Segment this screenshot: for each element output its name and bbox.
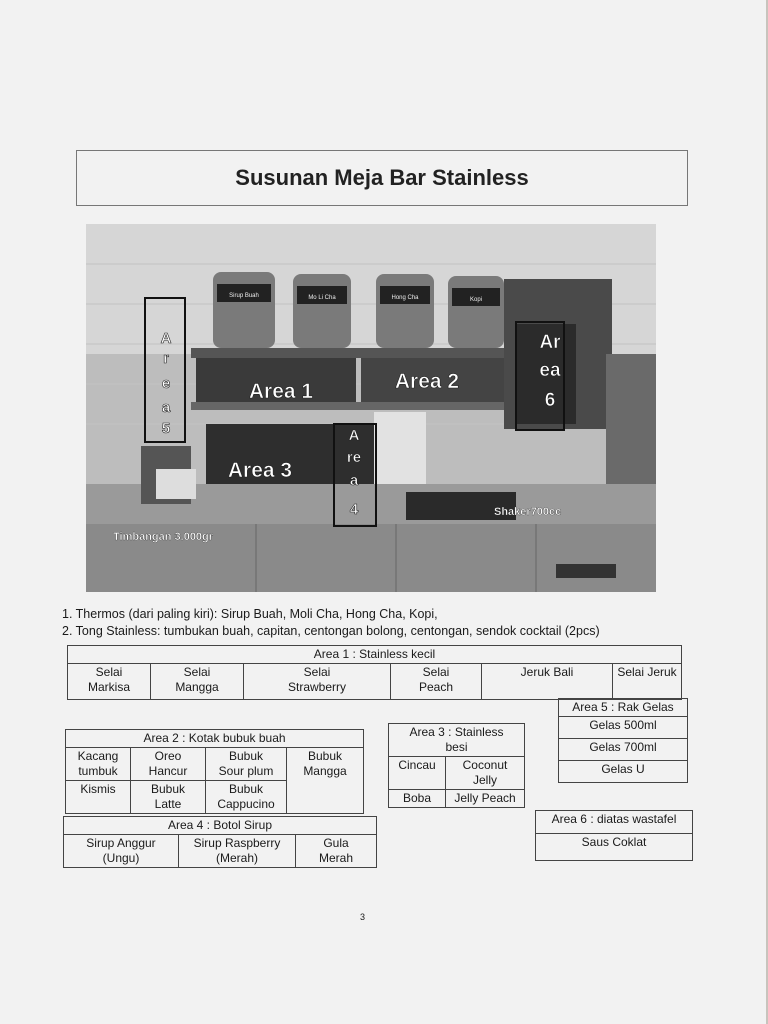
area1-header: Area 1 : Stainless kecil (68, 646, 682, 664)
area3-cell: Coconut Jelly (446, 757, 525, 790)
bar-photo (86, 224, 656, 592)
photo-label-area5-line2: r (163, 350, 169, 367)
photo-label-area6-line1: Ar (539, 332, 561, 353)
area2-cell: Bubuk Latte (131, 781, 206, 814)
thermos-label-4: Kopi (469, 297, 483, 303)
photo-label-area4-line1: A (348, 427, 360, 444)
photo-label-area5-line4: a (161, 399, 171, 416)
thermos-label-3: Hong Cha (391, 295, 419, 301)
area2-cell: Kismis (66, 781, 131, 814)
area6-row: Saus Coklat (536, 834, 693, 861)
area2-cell: Oreo Hancur (131, 748, 206, 781)
area4-header: Area 4 : Botol Sirup (64, 817, 377, 835)
notes-list (62, 606, 600, 640)
area5-row: Gelas 500ml (559, 717, 688, 739)
photo-label-area6-line2: ea (539, 360, 561, 381)
photo-label-shaker: Shaker700cc (494, 506, 562, 518)
area1-cell: Selai Markisa (68, 664, 151, 700)
area2-table (65, 729, 364, 814)
area6-table (535, 810, 693, 861)
photo-label-area2: Area 2 (394, 370, 460, 393)
page-title: Susunan Meja Bar Stainless (76, 150, 688, 206)
note-thermos: 1. Thermos (dari paling kiri): Sirup Buah, Moli Cha, Hong Cha, Kopi, (62, 607, 438, 621)
photo-label-area6-line3: 6 (544, 390, 556, 411)
area4-cell: Gula Merah (296, 835, 377, 868)
note-tong: 2. Tong Stainless: tumbukan buah, capitan, centongan bolong, centongan, sendok cocktail (2pcs) (62, 624, 600, 638)
area3-header: Area 3 : Stainless besi (389, 724, 525, 757)
area4-cell: Sirup Anggur (Ungu) (64, 835, 179, 868)
photo-label-scale: Timbangan 3.000gr (113, 531, 214, 543)
area3-cell: Boba (389, 790, 446, 808)
area3-cell: Cincau (389, 757, 446, 790)
area5-row: Gelas 700ml (559, 739, 688, 761)
area1-cell: Selai Mangga (151, 664, 244, 700)
photo-label-area5-line5: 5 (161, 420, 171, 437)
area1-table (67, 645, 682, 700)
area1-cell: Selai Jeruk (613, 664, 682, 700)
area4-table (63, 816, 377, 868)
area5-row: Gelas U (559, 761, 688, 783)
page-number: 3 (360, 912, 366, 922)
area2-cell: Bubuk Sour plum (206, 748, 287, 781)
thermos-label-2: Mo Li Cha (308, 295, 336, 301)
area5-table (558, 698, 688, 783)
area3-cell: Jelly Peach (446, 790, 525, 808)
area6-header: Area 6 : diatas wastafel (536, 811, 693, 834)
area2-header: Area 2 : Kotak bubuk buah (66, 730, 364, 748)
area2-cell: Bubuk Cappucino (206, 781, 287, 814)
thermos-label-1: Sirup Buah (229, 293, 259, 299)
photo-label-area4-line4: 4 (349, 501, 359, 518)
area2-cell: Bubuk Mangga (287, 748, 364, 814)
area1-cell: Jeruk Bali (482, 664, 613, 700)
area1-cell: Selai Strawberry (244, 664, 391, 700)
area3-table (388, 723, 525, 808)
photo-label-area4-line2: re (346, 449, 362, 466)
photo-label-area3: Area 3 (227, 459, 293, 482)
photo-label-area4-line3: a (349, 472, 359, 489)
photo-label-area5-line3: e (161, 375, 171, 392)
photo-label-area1: Area 1 (248, 380, 314, 403)
area2-cell: Kacang tumbuk (66, 748, 131, 781)
area1-cell: Selai Peach (391, 664, 482, 700)
area5-header: Area 5 : Rak Gelas (559, 699, 688, 717)
photo-label-area5-line1: A (160, 330, 172, 347)
area4-cell: Sirup Raspberry (Merah) (179, 835, 296, 868)
